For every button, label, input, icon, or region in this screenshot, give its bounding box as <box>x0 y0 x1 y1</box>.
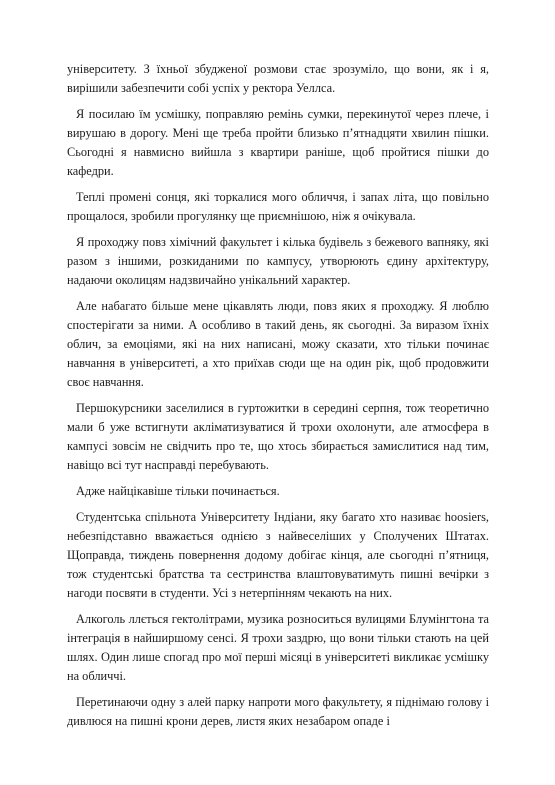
paragraph-9: Алкоголь ллється гектолітрами, музика розноситься вулицями Блумінгтона та інтеграція в найширшому сенсі. Я трохи заздрю, що вони тільки стають на цей шлях. Один лише спогад про мої перші місяці в університеті викликає усмішку на обличчі. <box>67 611 489 684</box>
body-text <box>67 60 489 738</box>
paragraph-5: Але набагато більше мене цікавлять люди, повз яких я проходжу. Я люблю спостерігати за ними. А особливо в такий день, як сьогодні. За виразом їхніх облич, за емоціями, які на них написані, можу сказати, хто тільки починає навчання в університеті, а хто приїхав сюди ще на один рік, щоб продовжити своє навчання. <box>67 298 489 390</box>
paragraph-1: університету. З їхньої збудженої розмови стає зрозуміло, що вони, як і я, вирішили забезпечити собі успіх у ректора Уеллса. <box>67 62 489 96</box>
paragraph-3: Теплі промені сонця, які торкалися мого обличчя, і запах літа, що повільно прощалося, зробили прогулянку ще приємнішою, ніж я очікувала. <box>67 189 489 224</box>
paragraph-4: Я проходжу повз хімічний факультет і кілька будівель з бежевого вапняку, які разом з іншими, розкиданими по кампусу, утворюють єдину архітектуру, надаючи околицям надзвичайно унікальний характер. <box>67 234 489 287</box>
paragraph-7: Адже найцікавіше тільки починається. <box>76 484 280 498</box>
paragraph-2: Я посилаю їм усмішку, поправляю ремінь сумки, перекинутої через плече, і вирушаю в дорогу. Мені ще треба пройти близько п’ятнадцяти хвилин пішки. Сьогодні я навмисно вийшла з квартири раніше, щоб пройтися пішки до кафедри. <box>67 106 489 179</box>
paragraph-8: Студентська спільнота Університету Індіани, яку багато хто називає hoosiers, небезпідставно вважається однією з найвеселіших у Сполучених Штатах. Щоправда, тиждень повернення додому добігає кінця, але сьогодні п’ятниця, тож студентські братства та сестринства влаштовуватимуть пишні вечірки з нагоди посвяти в студенти. Усі з нетерпінням чекають на них. <box>67 509 489 601</box>
paragraph-6: Першокурсники заселилися в гуртожитки в середині серпня, тож теоретично мали б уже встигнути акліматизуватися й трохи охолонути, але атмосфера в кампусі зовсім не свідчить про те, що хтось збирається замислитися над тим, навіщо всі тут насправді перебувають. <box>67 400 489 473</box>
paragraph-10: Перетинаючи одну з алей парку напроти мого факультету, я піднімаю голову і дивлюся на пишні крони дерев, листя яких незабаром опаде і <box>67 695 489 729</box>
